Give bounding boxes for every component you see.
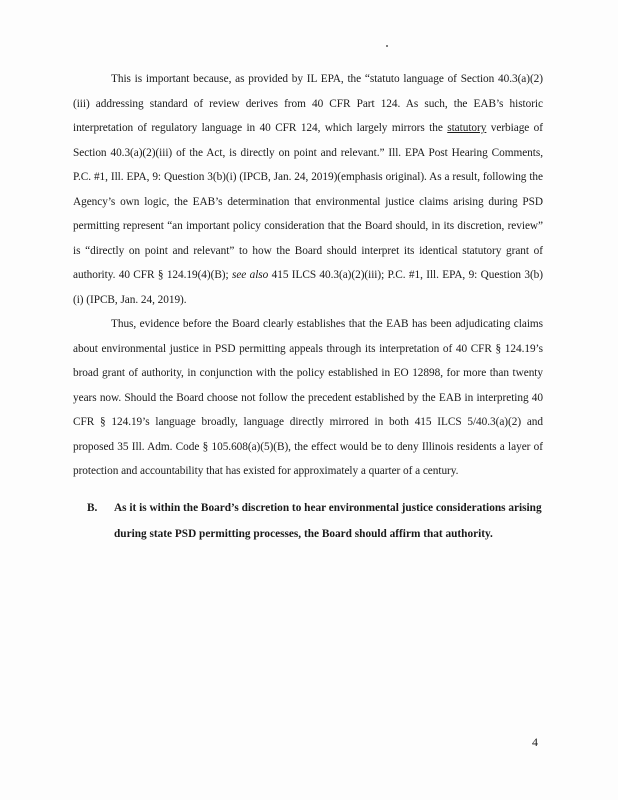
p1-seg-0: This is important because, as provided by IL EPA, the “statuto language of Section 40.3(a)(2)(iii) addressing standard of review derives from 40 CFR Part 124. As such, the EAB’s historic interpretation of regulatory language in 40 CFR 124, which largely mirrors the [73, 73, 543, 134]
p1-see-also: see also [231, 269, 269, 281]
heading-letter: B. [87, 501, 98, 514]
p1-seg-2: verbiage of Section 40.3(a)(2)(iii) of the Act, is directly on point and relevant.” Ill. EPA Post Hearing Comments, P.C. #1, Ill. EPA, 9: Question 3(b)(i) (IPCB, Jan. 24, 2019)(emphasis original). As a result, following the Agency’s own logic, the EAB’s determination that environmental justice claims arising during PSD permitting represent “an important policy consideration that the Board should, in its discretion, review” is “directly on point and relevant” to how the Board should interpret its identical statutory grant of authority. 40 CFR § 124.19(4)(B); [73, 122, 543, 281]
body-text [73, 67, 543, 547]
p1-statutory-underlined: statutory [447, 122, 487, 134]
p2-seg-0: Thus, evidence before the Board clearly establishes that the EAB has been adjudicating claims about environmental justice in PSD permitting appeals through its interpretation of 40 CFR § 124.19’s broad grant of authority, in conjunction with the policy established in EO 12898, for more than twenty years now. Should the Board choose not follow the precedent established by the EAB in interpreting 40 CFR § 124.19’s language broadly, language directly mirrored in both 415 ILCS 5/40.3(a)(2) and proposed 35 Ill. Adm. Code § 105.608(a)(5)(B), the effect would be to deny Illinois residents a layer of protection and accountability that has existed for approximately a quarter of a century. [73, 318, 543, 477]
heading-text: As it is within the Board’s discretion to hear environmental justice considerations arising during state PSD permitting processes, the Board should affirm that authority. [114, 501, 542, 540]
p1-seg-4: 415 ILCS 40.3(a)(2)(iii); P.C. #1, Ill. EPA, 9: Question 3(b)(i) (IPCB, Jan. 24, 2019). [73, 269, 543, 306]
scan-speck [386, 45, 388, 47]
paragraph-2 [73, 312, 543, 484]
page-number: 4 [532, 735, 538, 749]
section-heading-b [87, 495, 543, 547]
paragraph-1 [73, 67, 543, 312]
